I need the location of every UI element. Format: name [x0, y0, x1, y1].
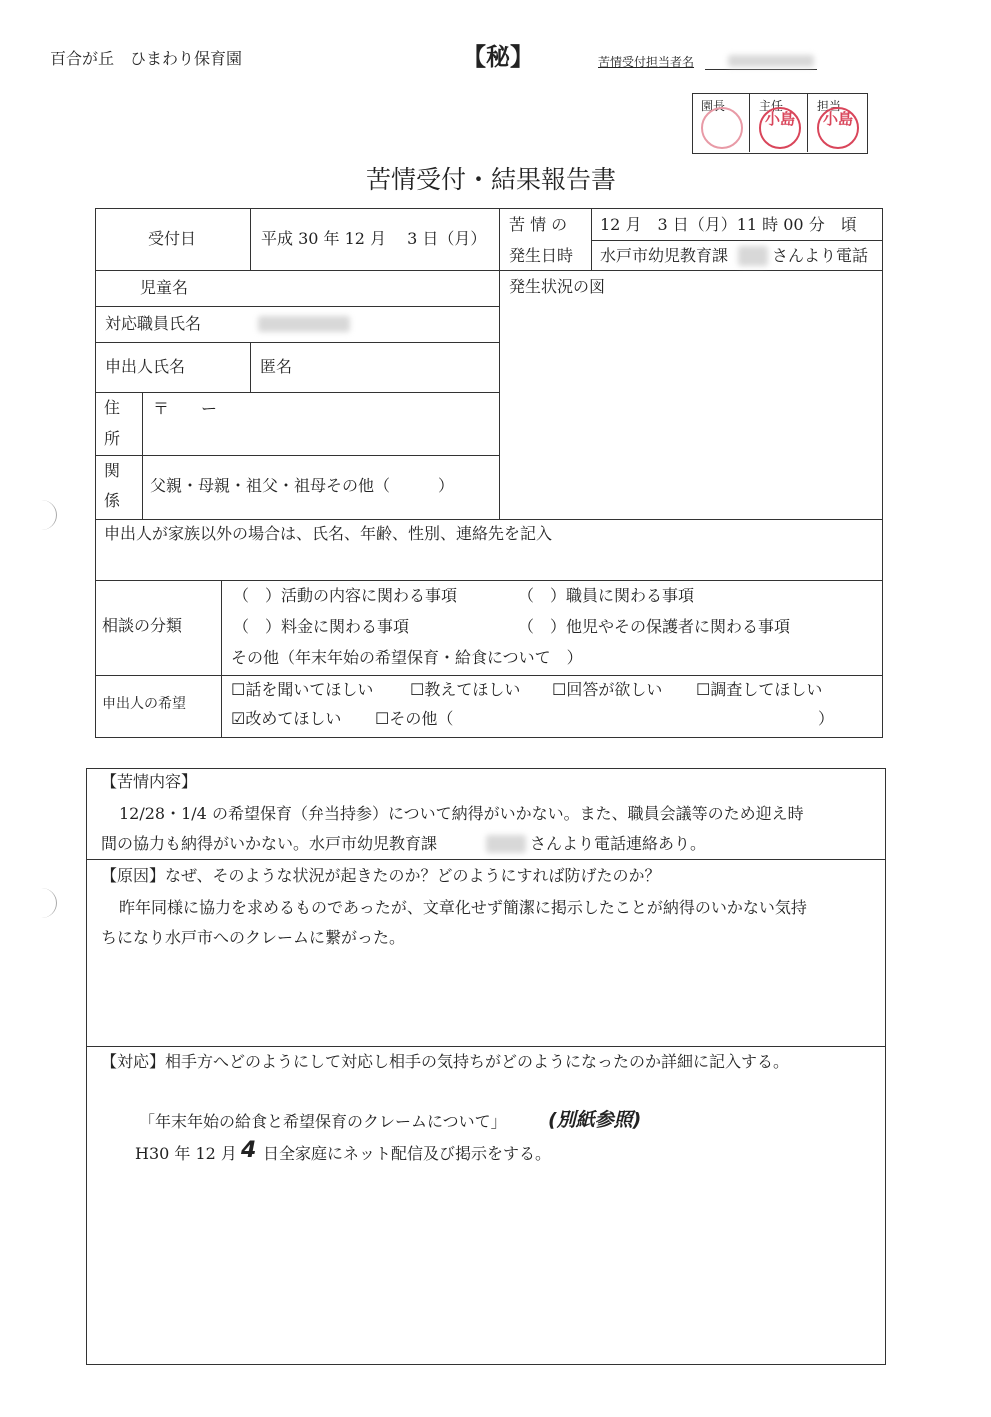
complaint-line-1: 12/28・1/4 の希望保育（弁当持参）について納得がいかない。また、職員会議等のため迎え時 — [119, 804, 804, 823]
category-activity: （ ）活動の内容に関わる事項 — [233, 586, 458, 605]
response-line-1: 「年末年始の給食と希望保育のクレームについて」 — [139, 1112, 507, 1131]
complaint-line-2: 間の協力も納得がいかない。水戸市幼児教育課 — [101, 834, 438, 853]
child-name-label: 児童名 — [140, 278, 189, 297]
complaint-line-2-suffix: さんより電話連絡あり。 — [530, 834, 707, 853]
category-other-children: （ ）他児やその保護者に関わる事項 — [518, 617, 791, 636]
relation-label-2: 係 — [104, 491, 121, 510]
receiver-label: 苦情受付担当者名 — [598, 55, 695, 69]
cause-line-2: ちになり水戸市へのクレームに繋がった。 — [101, 928, 406, 947]
response-handwritten-day: 4 — [241, 1138, 257, 1163]
receiver-underline — [705, 69, 817, 70]
cause-line-1: 昨年同様に協力を求めるものであったが、文章化せず簡潔に掲示したことが納得のいかない気持 — [119, 898, 807, 917]
address-label-1: 住 — [104, 398, 121, 417]
wish-teach: ☐教えてほしい — [410, 680, 521, 699]
address-label-2: 所 — [104, 429, 121, 448]
chief-label: 主任 — [759, 99, 784, 113]
facility-name: 百合が丘 ひまわり保育園 — [50, 49, 243, 68]
staff-name-label: 対応職員氏名 — [105, 314, 202, 333]
category-fee: （ ）料金に関わる事項 — [233, 617, 410, 636]
occurred-label-1: 苦 情 の — [509, 215, 568, 234]
chief-seal: 小島 — [759, 107, 801, 149]
address-value: 〒 ー — [153, 399, 218, 418]
applicant-name-label: 申出人氏名 — [105, 357, 186, 376]
occurred-source: 水戸市幼児教育課 — [600, 246, 729, 265]
binder-hole-bottom — [26, 888, 57, 918]
redacted-staff — [258, 316, 350, 332]
occurred-datetime: 12 月 3 日（月）11 時 00 分 頃 — [600, 215, 857, 234]
category-staff: （ ）職員に関わる事項 — [518, 586, 695, 605]
received-date-label: 受付日 — [148, 229, 197, 248]
wish-investigate: ☐調査してほしい — [696, 680, 823, 699]
wish-label: 申出人の希望 — [102, 696, 186, 712]
response-handwritten-note: (別紙参照) — [548, 1109, 642, 1131]
received-date-value: 平成 30 年 12 月 3 日（月） — [261, 229, 487, 248]
category-other: その他（年末年始の希望保育・給食について ） — [231, 648, 583, 667]
applicant-name-value: 匿名 — [260, 357, 293, 376]
cause-heading: 【原因】なぜ、そのような状況が起きたのか？どのようにすれば防げたのか？ — [101, 866, 661, 885]
response-line-2-suffix: 日全家庭にネット配信及び掲示をする。 — [263, 1144, 552, 1163]
complaint-heading: 【苦情内容】 — [101, 772, 198, 791]
redacted-caller — [486, 835, 526, 853]
situation-diagram-label: 発生状況の図 — [509, 277, 606, 296]
non-family-note: 申出人が家族以外の場合は、氏名、年齢、性別、連絡先を記入 — [104, 524, 553, 543]
director-label: 園長 — [701, 99, 726, 113]
page-title: 苦情受付・結果報告書 — [366, 165, 617, 194]
category-label: 相談の分類 — [102, 616, 183, 635]
staff-label: 担当 — [817, 99, 842, 113]
redacted-name — [738, 246, 768, 266]
wish-other-close: ） — [818, 709, 835, 728]
wish-improve: ☑改めてほしい — [231, 709, 342, 728]
approval-box — [692, 93, 868, 154]
response-line-2: H30 年 12 月 — [135, 1144, 237, 1163]
relation-label-1: 関 — [104, 461, 121, 480]
redacted-receiver — [728, 55, 814, 67]
wish-answer: ☐回答が欲しい — [552, 680, 663, 699]
wish-other: ☐その他（ — [375, 709, 454, 728]
director-seal — [701, 107, 743, 149]
relation-value: 父親・母親・祖父・祖母その他（ ） — [150, 476, 455, 495]
wish-listen: ☐話を聞いてほしい — [231, 680, 374, 699]
occurred-label-2: 発生日時 — [509, 246, 574, 265]
occurred-source-suffix: さんより電話 — [772, 246, 869, 265]
secret-mark: 【秘】 — [462, 42, 534, 71]
binder-hole-top — [26, 500, 57, 530]
staff-seal: 小島 — [817, 107, 859, 149]
response-heading: 【対応】相手方へどのようにして対応し相手の気持ちがどのようになったのか詳細に記入する。 — [101, 1052, 790, 1071]
